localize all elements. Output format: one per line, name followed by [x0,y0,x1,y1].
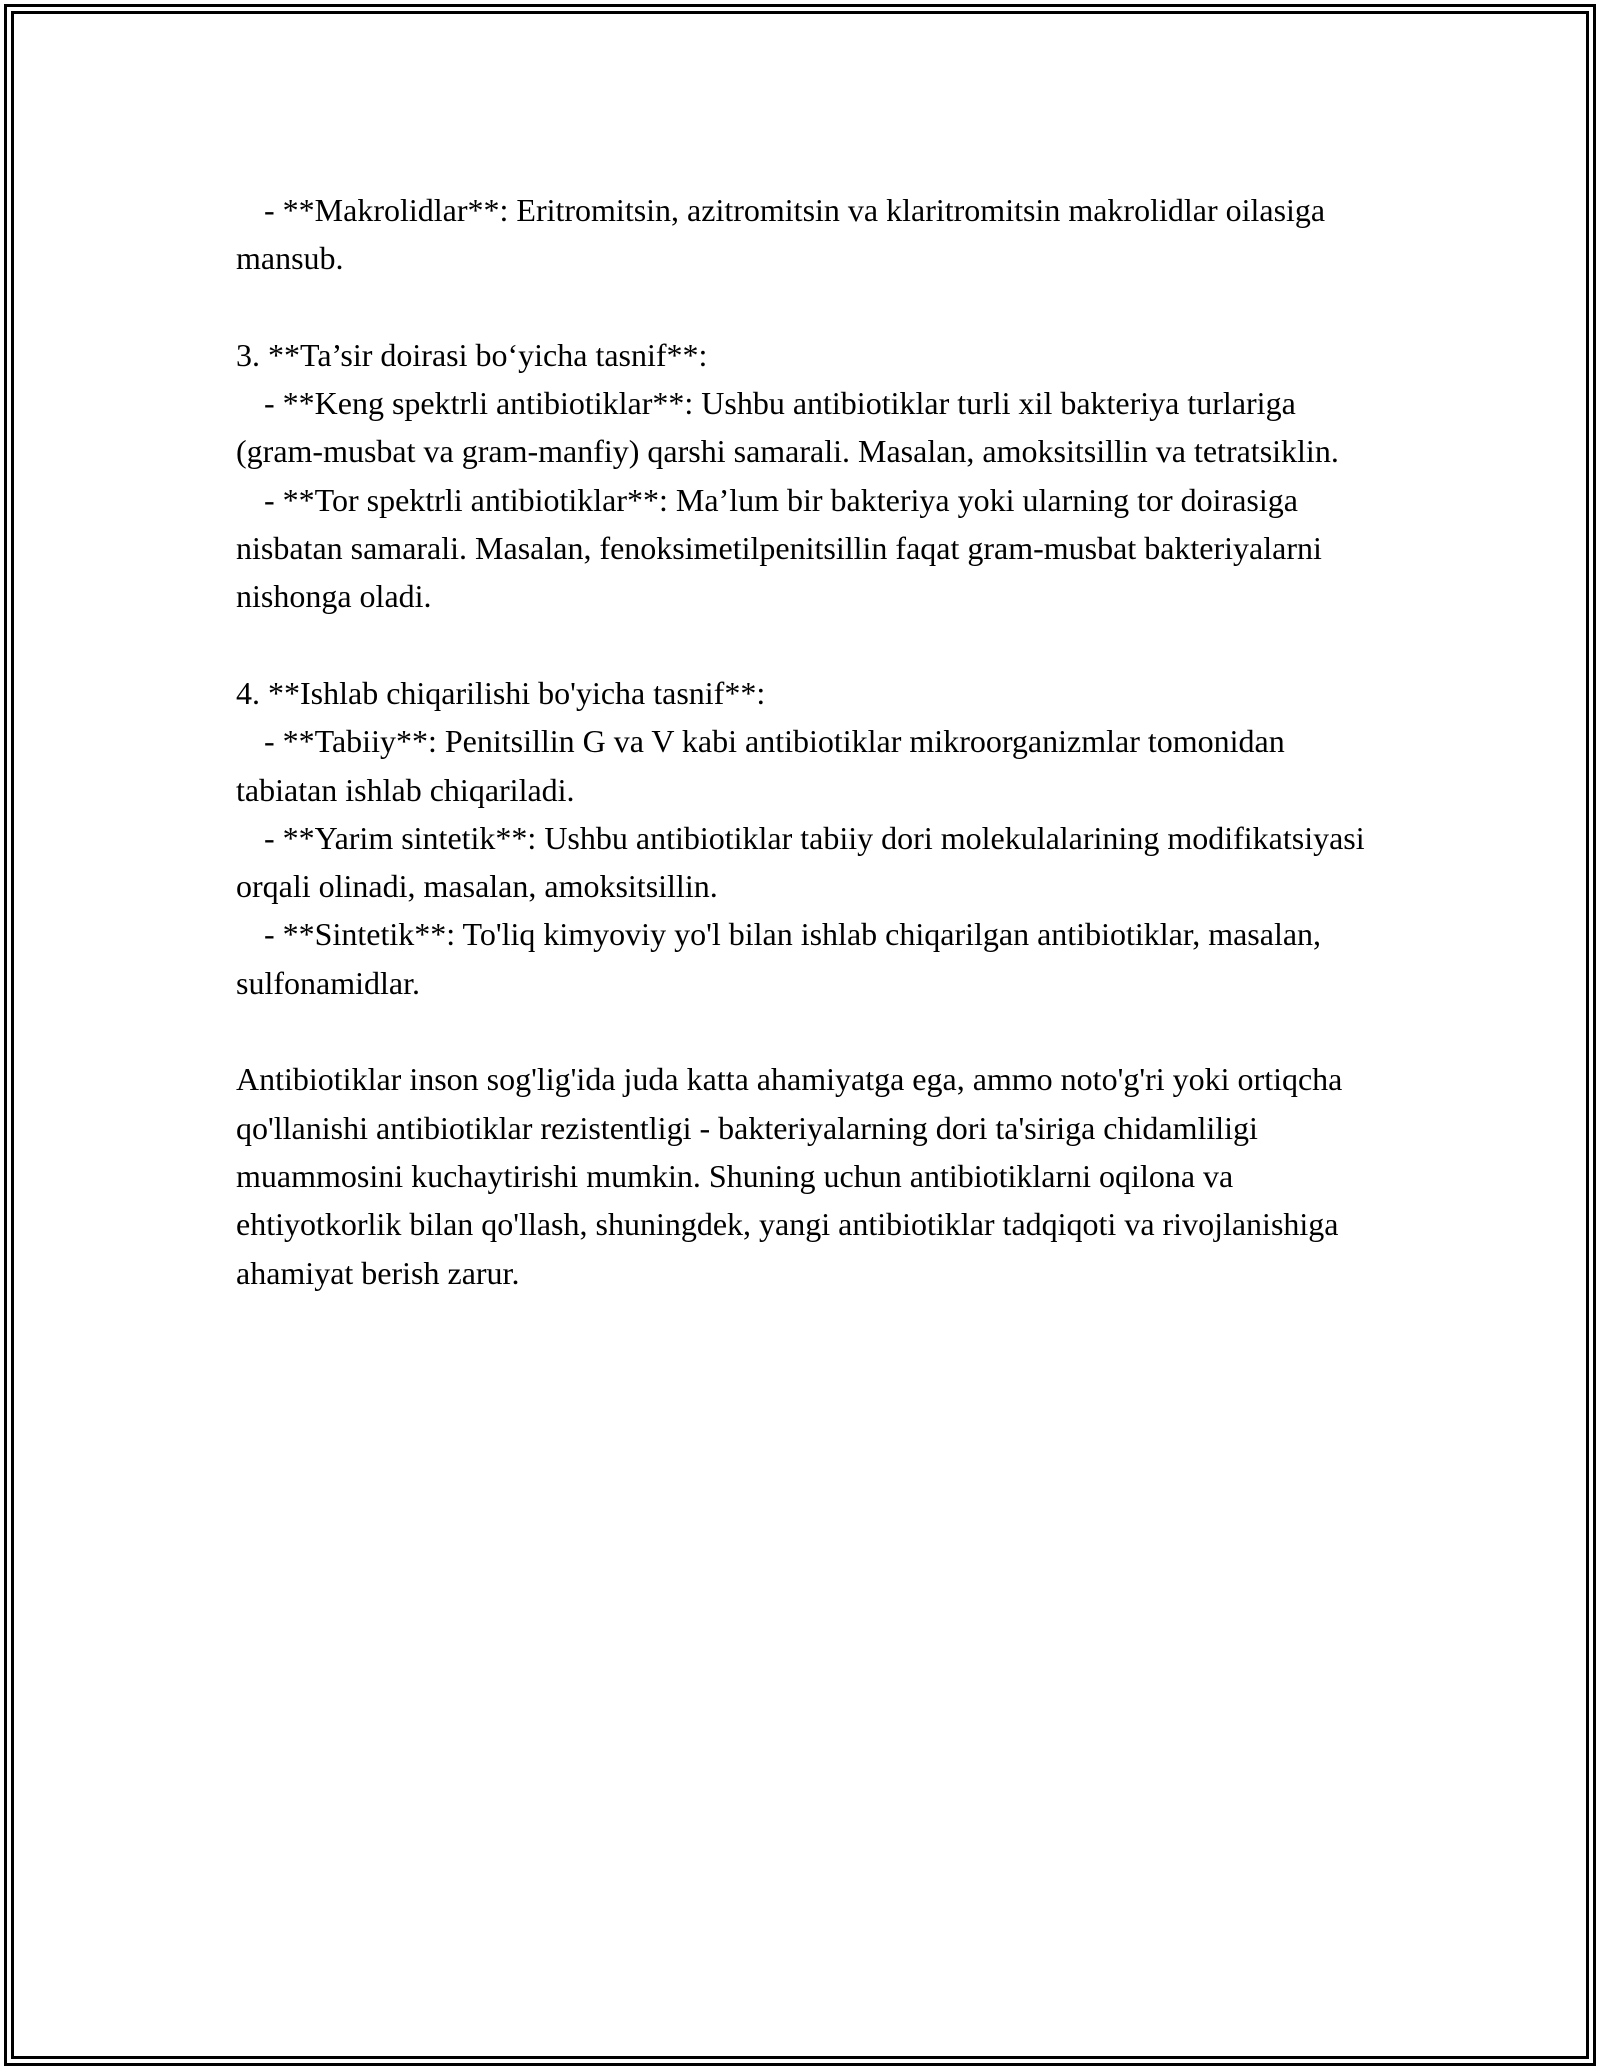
sintetik-bullet: - **Sintetik**: To'liq kimyoviy yo'l bilan ishlab chiqarilgan antibiotiklar, masalan, sulfonamidlar. [236,916,1330,1001]
tabiiy-bullet: - **Tabiiy**: Penitsillin G va V kabi antibiotiklar mikroorganizmlar tomonidan tabiatan ishlab chiqariladi. [236,723,1293,808]
yarim-sintetik-bullet: - **Yarim sintetik**: Ushbu antibiotiklar tabiiy dori molekulalarining modifikatsiyasi orqali olinadi, masalan, amoksitsillin. [236,819,1373,905]
paragraph-gap [236,621,1366,669]
paragraph-gap [236,1007,1366,1055]
document-body [236,186,1373,1297]
section-4-heading: 4. **Ishlab chiqarilishi bo'yicha tasnif**: [236,674,766,711]
paragraph-gap [236,283,1366,331]
section-3-heading: 3. **Ta’sir doirasi bo‘yicha tasnif**: [236,336,708,373]
conclusion-paragraph: Antibiotiklar inson sog'lig'ida juda katta ahamiyatga ega, ammo noto'g'ri yoki ortiqcha qo'llanishi antibiotiklar rezistentligi - bakteriyalarning dori ta'siriga chidamliligi muammosini kuchaytirishi mumkin. Shuning uchun antibiotiklarni oqilona va ehtiyotkorlik bilan qo'llash, shuningdek, yangi antibiotiklar tadqiqoti va rivojlanishiga ahamiyat berish zarur. [236,1061,1351,1291]
tor-spektrli-bullet: - **Tor spektrli antibiotiklar**: Ma’lum bir bakteriya yoki ularning tor doirasiga nisbatan samarali. Masalan, fenoksimetilpenitsillin faqat gram-musbat bakteriyalarni nishonga oladi. [236,481,1330,615]
makrolidlar-bullet: - **Makrolidlar**: Eritromitsin, azitromitsin va klaritromitsin makrolidlar oilasiga mansub. [236,192,1334,277]
keng-spektrli-bullet: - **Keng spektrli antibiotiklar**: Ushbu antibiotiklar turli xil bakteriya turlariga (gram-musbat va gram-manfiy) qarshi samarali. Masalan, amoksitsillin va tetratsiklin. [236,385,1339,470]
